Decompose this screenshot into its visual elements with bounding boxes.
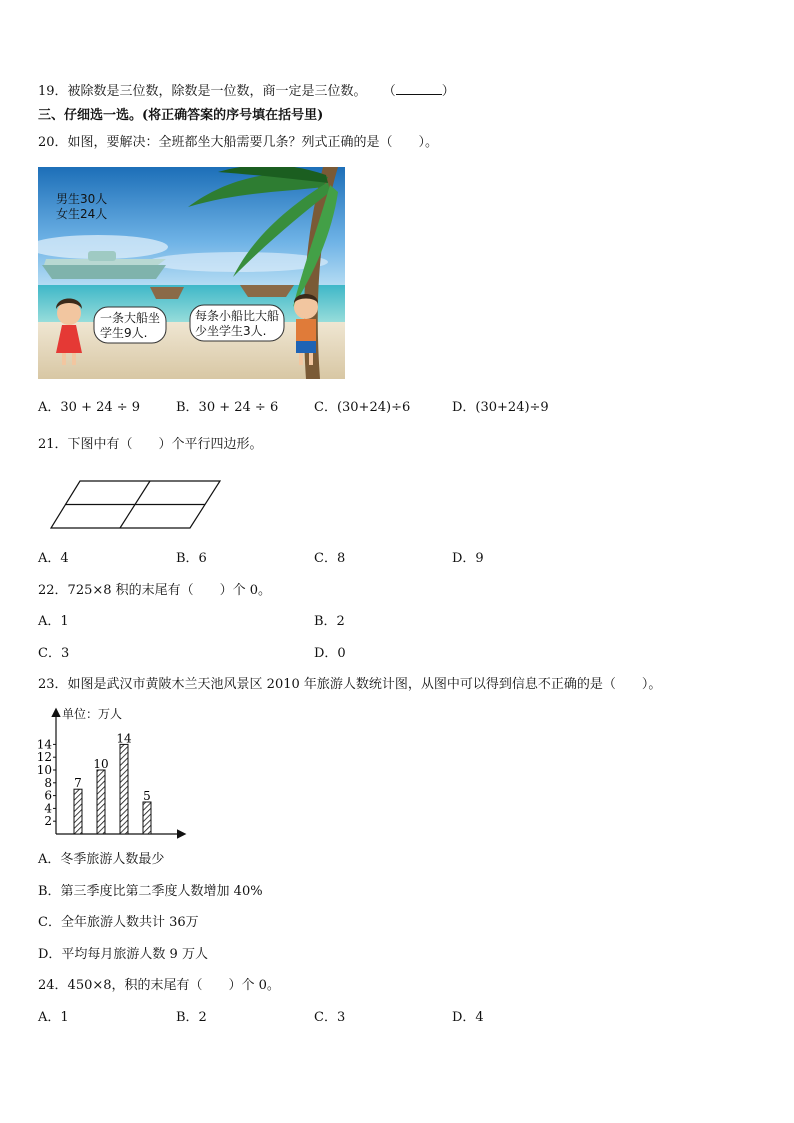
tourism-bar-chart [36, 702, 190, 842]
bar-value-label: 14 [116, 731, 132, 746]
q21-option-a[interactable]: A．4 [38, 551, 69, 566]
bar-第二季度 [97, 770, 105, 834]
question-23-text: 23．如图是武汉市黄陂木兰天池风景区 2010 年旅游人数统计图，从图中可以得到信息不正确的是（ ）。 [38, 677, 662, 692]
parallelogram-figure [50, 480, 222, 530]
question-22-text: 22．725×8 积的末尾有（ ）个 0。 [38, 583, 272, 598]
answer-blank[interactable] [396, 82, 442, 95]
girl-leg [72, 353, 76, 365]
bar-value-label: 5 [143, 789, 151, 803]
q23-option-d[interactable]: D．平均每月旅游人数 9 万人 [38, 947, 208, 962]
y-tick-label: 12 [36, 750, 52, 765]
q23-option-b[interactable]: B．第三季度比第二季度人数增加 40% [38, 884, 263, 899]
q20-option-c[interactable]: C．(30+24)÷6 [314, 400, 411, 415]
y-tick-label: 10 [36, 763, 52, 777]
question-20-text: 20．如图，要解决：全班都坐大船需要几条？列式正确的是（ ）。 [38, 135, 439, 150]
q22-option-a[interactable]: A．1 [38, 614, 69, 629]
girl-leg [62, 353, 66, 365]
paren-open: （ [382, 84, 396, 99]
question-21-text: 21．下图中有（ ）个平行四边形。 [38, 437, 263, 452]
q20-option-a[interactable]: A．30 + 24 ÷ 9 [38, 400, 141, 415]
question-19 [38, 82, 455, 101]
bar-第四季度 [143, 802, 151, 834]
scene-illustration [38, 167, 345, 379]
boy-shirt [296, 319, 316, 341]
right-bubble-line-1: 每条小船比大船 [195, 309, 280, 323]
boys-count-label: 男生30人 [56, 192, 108, 206]
q24-option-c[interactable]: C．3 [314, 1010, 346, 1025]
y-tick-label: 2 [44, 814, 52, 829]
q22-option-b[interactable]: B．2 [314, 614, 345, 629]
y-tick-label: 14 [36, 737, 52, 752]
left-bubble-line-2: 学生9人. [100, 326, 148, 340]
left-bubble-line-1: 一条大船坐 [100, 311, 161, 325]
boat-scene-image [38, 167, 345, 379]
q24-option-b[interactable]: B．2 [176, 1010, 207, 1025]
y-tick-label: 4 [44, 801, 52, 816]
small-boat [150, 287, 184, 299]
q22-option-d[interactable]: D．0 [314, 646, 346, 661]
y-tick-label: 8 [44, 775, 52, 790]
big-boat-cabin [88, 251, 116, 261]
bar-第三季度 [120, 744, 128, 834]
chart-unit-title: 单位：万人 [62, 707, 123, 721]
paren-close: ） [441, 84, 455, 99]
small-boat [240, 285, 294, 297]
bar-第一季度 [74, 789, 82, 834]
q23-option-c[interactable]: C．全年旅游人数共计 36万 [38, 915, 199, 930]
question-24-text: 24．450×8，积的末尾有（ ）个 0。 [38, 978, 280, 993]
q21-option-c[interactable]: C．8 [314, 551, 346, 566]
girls-count-label: 女生24人 [56, 207, 108, 221]
bar-value-label: 7 [74, 776, 82, 791]
boy-leg [309, 353, 313, 365]
q24-option-d[interactable]: D．4 [452, 1010, 484, 1025]
q24-option-a[interactable]: A．1 [38, 1010, 69, 1025]
boy-leg [299, 353, 303, 365]
q21-option-d[interactable]: D．9 [452, 551, 484, 566]
right-bubble-line-2: 少坐学生3人. [195, 324, 267, 338]
section-3-title: 三、仔细选一选。(将正确答案的序号填在括号里) [38, 108, 324, 123]
q21-option-b[interactable]: B．6 [176, 551, 207, 566]
big-boat-hull [42, 265, 166, 279]
q22-option-c[interactable]: C．3 [38, 646, 70, 661]
y-tick-label: 6 [44, 788, 52, 803]
question-19-text: 19．被除数是三位数，除数是一位数，商一定是三位数。 [38, 84, 367, 99]
bar-value-label: 10 [93, 757, 109, 771]
q20-option-d[interactable]: D．(30+24)÷9 [452, 400, 549, 415]
q20-option-b[interactable]: B．30 + 24 ÷ 6 [176, 400, 279, 415]
boy-shorts [296, 341, 316, 353]
q23-option-a[interactable]: A．冬季旅游人数最少 [38, 852, 165, 867]
